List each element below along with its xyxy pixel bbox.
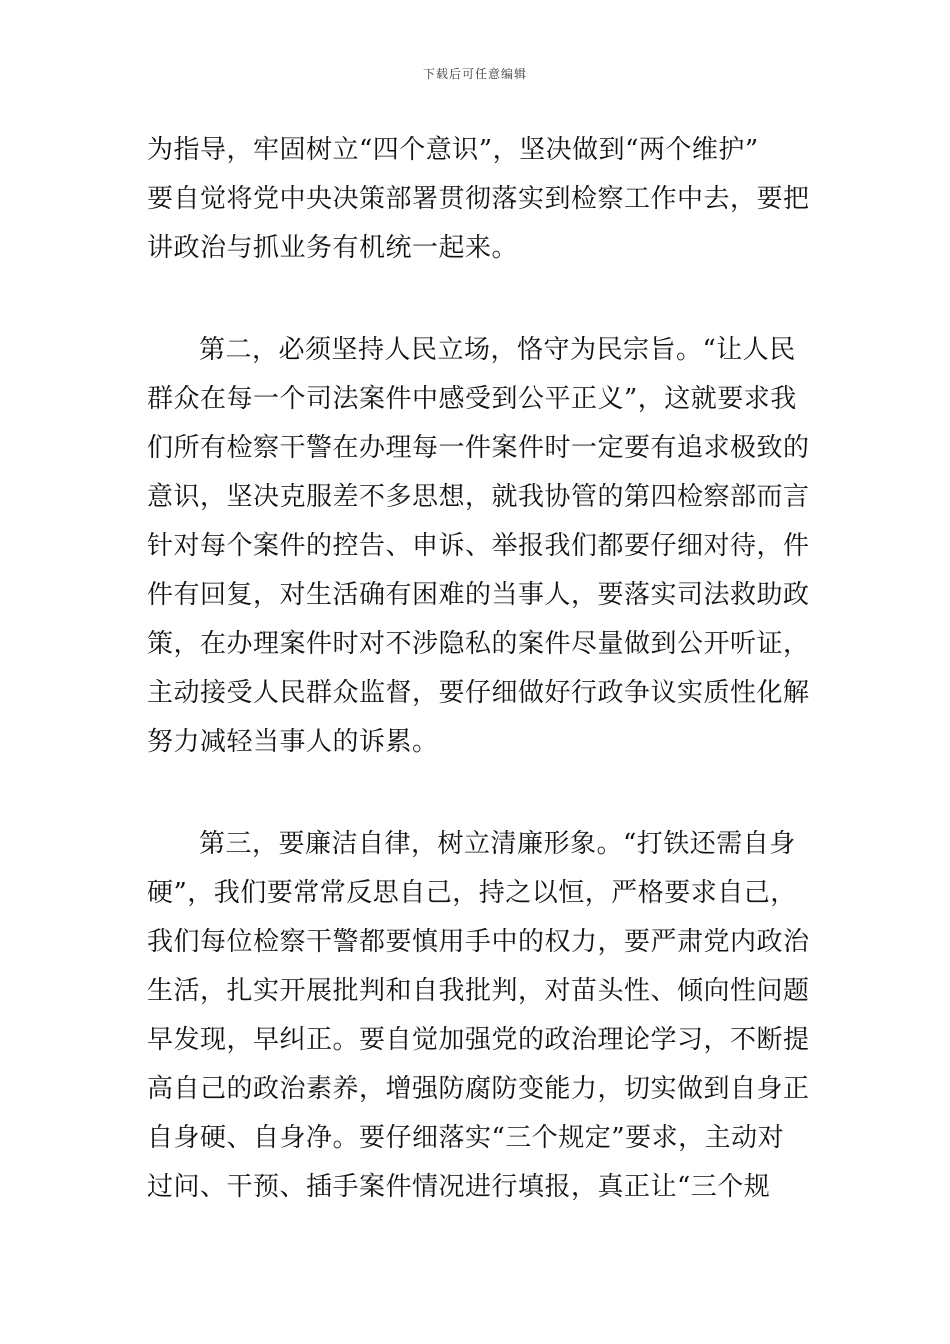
text-line: 生活，扎实开展批判和自我批判，对苗头性、倾向性问题	[147, 976, 810, 1006]
text-line: 努力减轻当事人的诉累。	[147, 727, 439, 757]
text-line: 为指导，牢固树立“四个意识”，坚决做到“两个维护”	[147, 135, 759, 165]
text-line: 讲政治与抓业务有机统一起来。	[147, 233, 519, 263]
text-line: 硬”，我们要常常反思自己，持之以恒，严格要求自己，	[147, 878, 797, 908]
text-line: 群众在每一个司法案件中感受到公平正义”，这就要求我	[147, 384, 797, 414]
page-header-note: 下载后可任意编辑	[422, 67, 527, 81]
text-line: 们所有检察干警在办理每一件案件时一定要有追求极致的	[147, 433, 810, 463]
text-line: 策，在办理案件时对不涉隐私的案件尽量做到公开听证，	[147, 629, 810, 659]
text-line: 要自觉将党中央决策部署贯彻落实到检察工作中去，要把	[147, 184, 810, 214]
text-line: 高自己的政治素养，增强防腐防变能力，切实做到自身正	[147, 1074, 810, 1104]
text-line: 自身硬、自身净。要仔细落实“三个规定”要求，主动对	[147, 1123, 785, 1153]
text-line: 主动接受人民群众监督，要仔细做好行政争议实质性化解	[147, 678, 810, 708]
text-line: 我们每位检察干警都要慎用手中的权力，要严肃党内政治	[147, 927, 810, 957]
text-line: 意识，坚决克服差不多思想，就我协管的第四检察部而言	[147, 482, 810, 512]
text-line: 针对每个案件的控告、申诉、举报我们都要仔细对待，件	[147, 531, 810, 561]
text-line: 件有回复，对生活确有困难的当事人，要落实司法救助政	[147, 580, 810, 610]
text-line: 第二，必须坚持人民立场，恪守为民宗旨。“让人民	[199, 335, 796, 365]
text-line: 早发现，早纠正。要自觉加强党的政治理论学习，不断提	[147, 1025, 810, 1055]
text-line: 过问、干预、插手案件情况进行填报，真正让“三个规	[147, 1172, 771, 1202]
text-line: 第三，要廉洁自律，树立清廉形象。“打铁还需自身	[199, 829, 796, 859]
